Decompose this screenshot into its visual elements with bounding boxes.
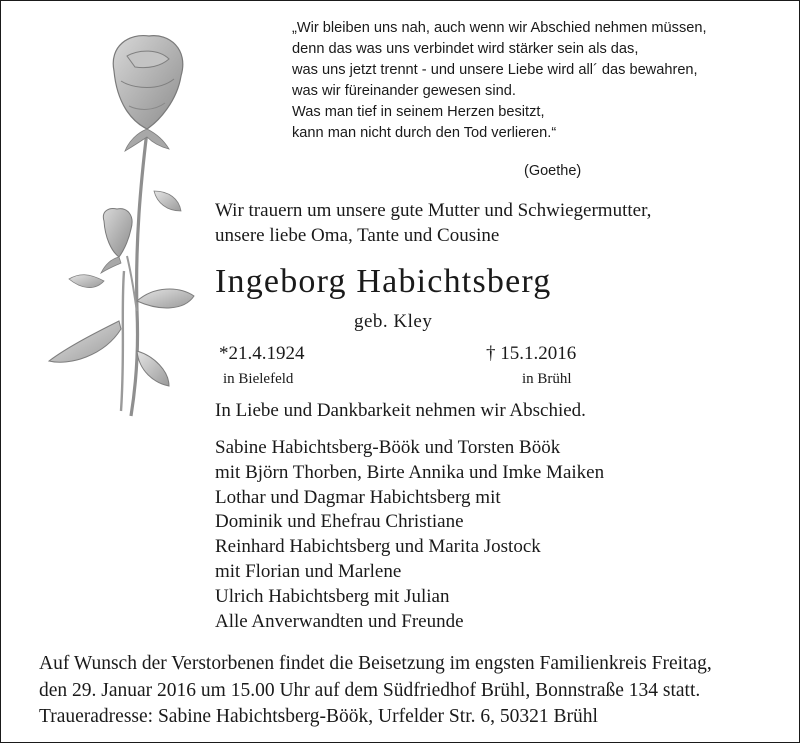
- intro-line: Wir trauern um unsere gute Mutter und Schwiegermutter,: [215, 200, 652, 221]
- poem-line: denn das was uns verbindet wird stärker sein als das,: [292, 41, 639, 58]
- mourner-line: mit Florian und Marlene: [215, 560, 402, 582]
- intro-line: unsere liebe Oma, Tante und Cousine: [215, 225, 500, 246]
- mourner-line: mit Björn Thorben, Birte Annika und Imke Maiken: [215, 461, 605, 483]
- mourner-line: Sabine Habichtsberg-Böök und Torsten Böök: [215, 437, 561, 458]
- mourners-list: [215, 436, 604, 634]
- mourner-line: Dominik und Ehefrau Christiane: [215, 511, 464, 533]
- death-date: † 15.1.2016: [486, 343, 577, 364]
- funeral-info-line: Auf Wunsch der Verstorbenen findet die Beisetzung im engsten Familienkreis Freitag,: [39, 653, 712, 674]
- birth-date: *21.4.1924: [219, 343, 305, 364]
- mourner-line: Alle Anverwandten und Freunde: [215, 610, 464, 632]
- mourner-line: Lothar und Dagmar Habichtsberg mit: [215, 486, 501, 508]
- poem-quote: [292, 18, 782, 145]
- birth-place: in Bielefeld: [223, 371, 294, 387]
- mourner-line: Reinhard Habichtsberg und Marita Jostock: [215, 536, 541, 558]
- funeral-info: [39, 651, 712, 731]
- poem-line: „Wir bleiben uns nah, auch wenn wir Abschied nehmen müssen,: [292, 20, 707, 36]
- poem-line: was uns jetzt trennt - und unsere Liebe wird all´ das bewahren,: [292, 62, 698, 79]
- rose-illustration: [9, 11, 209, 421]
- poem-line: Was man tief in seinem Herzen besitzt,: [292, 104, 545, 121]
- mourner-line: Ulrich Habichtsberg mit Julian: [215, 585, 450, 607]
- poem-line: was wir füreinander gewesen sind.: [292, 83, 516, 100]
- maiden-name: geb. Kley: [354, 311, 433, 332]
- intro-text: [215, 198, 651, 248]
- farewell-line: In Liebe und Dankbarkeit nehmen wir Abschied.: [215, 400, 586, 421]
- deceased-name: Ingeborg Habichtsberg: [215, 263, 552, 300]
- mourning-address: Traueradresse: Sabine Habichtsberg-Böök, Urfelder Str. 6, 50321 Brühl: [39, 706, 598, 727]
- poem-source: (Goethe): [524, 163, 582, 179]
- death-place: in Brühl: [522, 371, 572, 387]
- poem-line: kann man nicht durch den Tod verlieren.“: [292, 125, 557, 142]
- funeral-info-line: den 29. Januar 2016 um 15.00 Uhr auf dem Südfriedhof Brühl, Bonnstraße 134 statt.: [39, 679, 701, 701]
